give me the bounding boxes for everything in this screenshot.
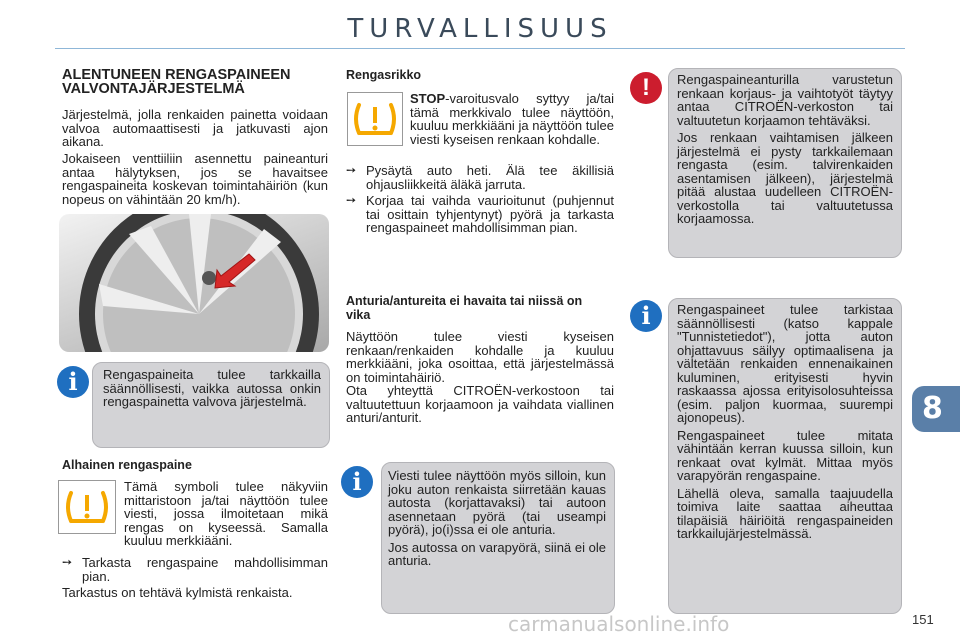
info-box-text: Viesti tulee näyttöön myös silloin, kun joku auton renkaista siirretään kauas autosta (korjattavaksi) tai autoon asennetaan pyörä (tai useampi pyörä), jo(i)ssa ei ole anturia. [388, 468, 606, 537]
flat-tire-bullet-1: ➙ Pysäytä auto heti. Älä tee äkillisiä ohjausliikkeitä äläkä jarruta. [346, 163, 614, 192]
warning-box-sensor-service [668, 68, 902, 258]
warning-box-text: Rengaspaineanturilla varustetun renkaan korjaus- ja vaihtotyöt täytyy antaa CITROËN-verkoston tai valtuutetun korjaamon tehtäväksi. [677, 72, 893, 128]
sensor-fault-heading: Anturia/antureita ei havaita tai niissä on vika [346, 294, 583, 322]
info-box-text: Rengaspaineet tulee tarkistaa säännöllisesti (katso kappale "Tunnistetiedot"), jotta auton ohjattavuus säilyy optimaalisena ja vältetään renkaiden ennenaikainen kuluminen, erityisesti hyvin raskaassa ajossa erityisolosuhteissa (esim. paljon kuormaa, suurempi ajonopeus). [677, 302, 893, 425]
chapter-number: 8 [922, 391, 943, 426]
page-number: 151 [912, 612, 934, 627]
low-pressure-note: Tarkastus on tehtävä kylmistä renkaista. [62, 585, 293, 600]
info-box-text: Rengaspaineet tulee mitata vähintään kerran kuussa silloin, kun renkaat ovat kylmät. Mittaa myös varapyörän rengaspaine. [677, 427, 893, 483]
page-title: TURVALLISUUS [347, 14, 613, 44]
header-divider [55, 48, 905, 49]
tire-pressure-warning-icon [59, 481, 115, 533]
intro-paragraph: Järjestelmä, jolla renkaiden painetta voidaan valvoa automaattisesti ja jatkuvasti ajon aikana. [62, 107, 328, 149]
tire-pressure-warning-icon [348, 93, 402, 145]
info-icon: i [341, 466, 373, 498]
sensor-fault-paragraph-2: Ota yhteyttä CITROËN-verkostoon tai valtuutettuun korjaamoon ja vaihdata viallinen anturi/anturit. [346, 383, 614, 425]
warning-box-text: Jos renkaan vaihtamisen jälkeen järjestelmä ei pysty tarkkailemaan rengasta (esim. talvirenkaiden asentamisen jälkeen), järjestelmä pitää alustaa uudelleen CITROËN-verkostolla tai valtuutetussa korjaamossa. [677, 130, 893, 226]
warning-icon: ! [630, 72, 662, 104]
info-box-text: Rengaspaineita tulee tarkkailla säännöllisesti, vaikka autossa onkin rengaspainetta valvova järjestelmä. [103, 367, 321, 409]
low-pressure-bullet: ➙ Tarkasta rengaspaine mahdollisimman pian. [62, 555, 328, 584]
flat-tire-icon-frame [347, 92, 403, 146]
info-box-message [381, 462, 615, 614]
low-pressure-heading: Alhainen rengaspaine [62, 458, 192, 472]
sensor-fault-paragraph-1: Näyttöön tulee viesti kyseisen renkaan/renkaiden kohdalle ja kuuluu merkkiääni, joka osoittaa, että järjestelmässä on toimintahäiriö. [346, 329, 614, 385]
stop-label: STOP [410, 91, 446, 106]
flat-tire-heading: Rengasrikko [346, 68, 422, 82]
flat-tire-bullet-2: ➙ Korjaa tai vaihda vaurioitunut (puhjennut tai osittain tyhjentynyt) pyörä ja tarkasta rengaspaineet mahdollisimman pian. [346, 193, 614, 235]
bullet-marker-icon: ➙ [346, 163, 357, 177]
low-pressure-icon-frame [58, 480, 116, 534]
bullet-marker-icon: ➙ [62, 555, 73, 569]
section-heading: ALENTUNEEN RENGASPAINEEN VALVONTAJÄRJESTELMÄ [62, 67, 291, 97]
low-pressure-text: Tämä symboli tulee näkyviin mittaristoon ja/tai näyttöön tulee viesti, jossa ilmoitetaan mikä rengas on kyseessä. Samalla kuuluu merkkiääni. [124, 479, 328, 548]
info-box-monitoring [92, 362, 330, 448]
chapter-tab [912, 386, 960, 432]
info-icon: i [57, 366, 89, 398]
bullet-marker-icon: ➙ [346, 193, 357, 207]
wheel-illustration [59, 214, 329, 352]
info-box-pressure-check [668, 298, 902, 614]
info-box-text: Jos autossa on varapyörä, siinä ei ole anturia. [388, 539, 606, 568]
watermark: carmanualsonline.info [508, 612, 730, 636]
stop-warning-text: STOP-varoitusvalo syttyy ja/tai tämä merkkivalo tulee näyttöön, kuuluu merkkiääni ja näyttöön tulee viesti kyseisen renkaan kohdalle. [410, 91, 614, 147]
info-icon: i [630, 300, 662, 332]
sensor-paragraph: Jokaiseen venttiiliin asennettu paineanturi antaa hälytyksen, jos se havaitsee rengaspaineita koskevan toimintahäiriön (kun nopeus on vähintään 20 km/h). [62, 151, 328, 207]
info-box-text: Lähellä oleva, samalla taajuudella toimiva laite saattaa aiheuttaa tilapäisiä häiriöitä rengaspaineiden tarkkailujärjestelmässä. [677, 485, 893, 541]
